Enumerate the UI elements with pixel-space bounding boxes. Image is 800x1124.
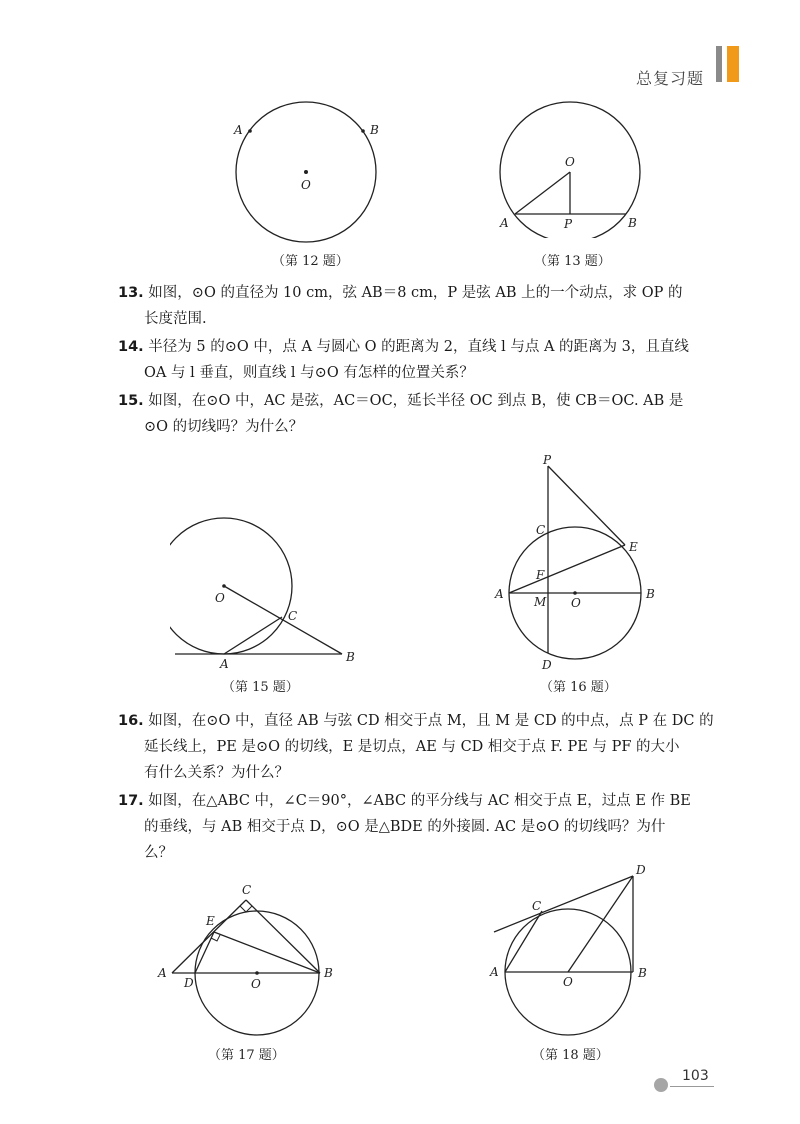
label-o: O <box>571 596 581 610</box>
problem-14 <box>118 334 718 386</box>
line-cb <box>246 900 320 973</box>
label-c: C <box>532 899 542 913</box>
header-decor-bar-gray <box>716 46 722 82</box>
label-o: O <box>563 975 573 989</box>
problem-number: 17. <box>118 793 144 809</box>
label-b: B <box>346 650 355 664</box>
problem-number: 13. <box>118 285 144 301</box>
problem-text: 半径为 5 的⊙O 中，点 A 与圆心 O 的距离为 2，直线 l 与点 A 的距离为 3，且直线 <box>148 339 689 355</box>
circle-o <box>170 518 292 654</box>
label-o: O <box>565 155 575 169</box>
center-point <box>255 971 259 975</box>
label-a: A <box>158 966 167 980</box>
label-c: C <box>536 523 546 537</box>
label-p: P <box>564 217 573 231</box>
caption-18: （第 18 题） <box>532 1048 609 1063</box>
figure-12 <box>226 100 396 250</box>
label-d: D <box>184 976 194 990</box>
caption-12: （第 12 题） <box>272 254 349 269</box>
label-m: M <box>534 595 547 609</box>
page-number-dot-icon <box>654 1078 668 1092</box>
segment-ob <box>224 586 342 654</box>
label-b: B <box>628 216 637 230</box>
problem-text: 如图，在△ABC 中，∠C＝90°，∠ABC 的平分线与 AC 相交于点 E，过点 E 作 BE <box>148 793 691 809</box>
label-o: O <box>251 977 261 991</box>
figure-18 <box>480 860 660 1040</box>
tangent-pe <box>548 466 625 545</box>
chord-ac <box>224 617 282 654</box>
page-number: 103 <box>682 1068 709 1084</box>
point-b <box>361 129 365 133</box>
label-b: B <box>370 123 379 137</box>
label-b: B <box>324 966 333 980</box>
label-p: P <box>543 453 552 467</box>
figure-13 <box>490 98 650 238</box>
chapter-title: 总复习题 <box>636 69 705 88</box>
label-o: O <box>215 591 225 605</box>
problem-16 <box>118 708 718 786</box>
line-eb <box>214 932 320 973</box>
label-e: E <box>629 540 638 554</box>
problem-17 <box>118 788 718 866</box>
label-e: E <box>206 914 215 928</box>
label-d: D <box>636 863 646 877</box>
label-a: A <box>234 123 243 137</box>
label-d: D <box>542 658 552 672</box>
label-a: A <box>500 216 509 230</box>
problem-text: 如图，在⊙O 中，AC 是弦，AC＝OC，延长半径 OC 到点 B，使 CB＝OC. AB 是 <box>148 393 684 409</box>
figure-17 <box>150 880 350 1040</box>
page-number-rule <box>670 1086 714 1087</box>
problem-text: 如图，⊙O 的直径为 10 cm，弦 AB＝8 cm，P 是弦 AB 上的一个动点，求 OP 的 <box>148 285 683 301</box>
label-f: F <box>536 568 545 582</box>
header-decor-bar-orange <box>727 46 739 82</box>
label-c: C <box>288 609 298 623</box>
label-o: O <box>301 178 311 192</box>
label-b: B <box>638 966 647 980</box>
point-a <box>248 129 252 133</box>
figure-15 <box>170 516 370 676</box>
center-point <box>304 170 308 174</box>
segment-od <box>568 876 633 972</box>
label-a: A <box>220 657 229 671</box>
caption-17: （第 17 题） <box>208 1048 285 1063</box>
label-a: A <box>495 587 504 601</box>
label-a: A <box>490 965 499 979</box>
problem-15 <box>118 388 718 440</box>
label-b: B <box>646 587 655 601</box>
problem-text: 长度范围. <box>144 311 207 327</box>
line-ac <box>172 900 246 973</box>
problem-13 <box>118 280 718 332</box>
tangent-line-dc <box>494 876 633 932</box>
problem-text: 有什么关系？为什么？ <box>144 765 289 781</box>
problem-text: 延长线上，PE 是⊙O 的切线，E 是切点，AE 与 CD 相交于点 F. PE 与 PF 的大小 <box>144 739 680 755</box>
problem-text: 么？ <box>144 845 173 861</box>
caption-16: （第 16 题） <box>540 680 617 695</box>
problem-text: 如图，在⊙O 中，直径 AB 与弦 CD 相交于点 M，且 M 是 CD 的中点，点 P 在 DC 的 <box>148 713 714 729</box>
caption-13: （第 13 题） <box>534 254 611 269</box>
label-c: C <box>242 883 252 897</box>
figure-16 <box>490 450 670 675</box>
problem-number: 16. <box>118 713 144 729</box>
segment-oa <box>515 172 570 214</box>
center-point <box>573 591 577 595</box>
problem-text: OA 与 l 垂直，则直线 l 与⊙O 有怎样的位置关系？ <box>144 365 474 381</box>
problem-text: ⊙O 的切线吗？为什么？ <box>144 419 304 435</box>
problem-number: 14. <box>118 339 144 355</box>
problem-number: 15. <box>118 393 144 409</box>
problem-text: 的垂线，与 AB 相交于点 D，⊙O 是△BDE 的外接圆. AC 是⊙O 的切线吗？为什 <box>144 819 666 835</box>
chord-ae <box>509 545 625 593</box>
caption-15: （第 15 题） <box>222 680 299 695</box>
